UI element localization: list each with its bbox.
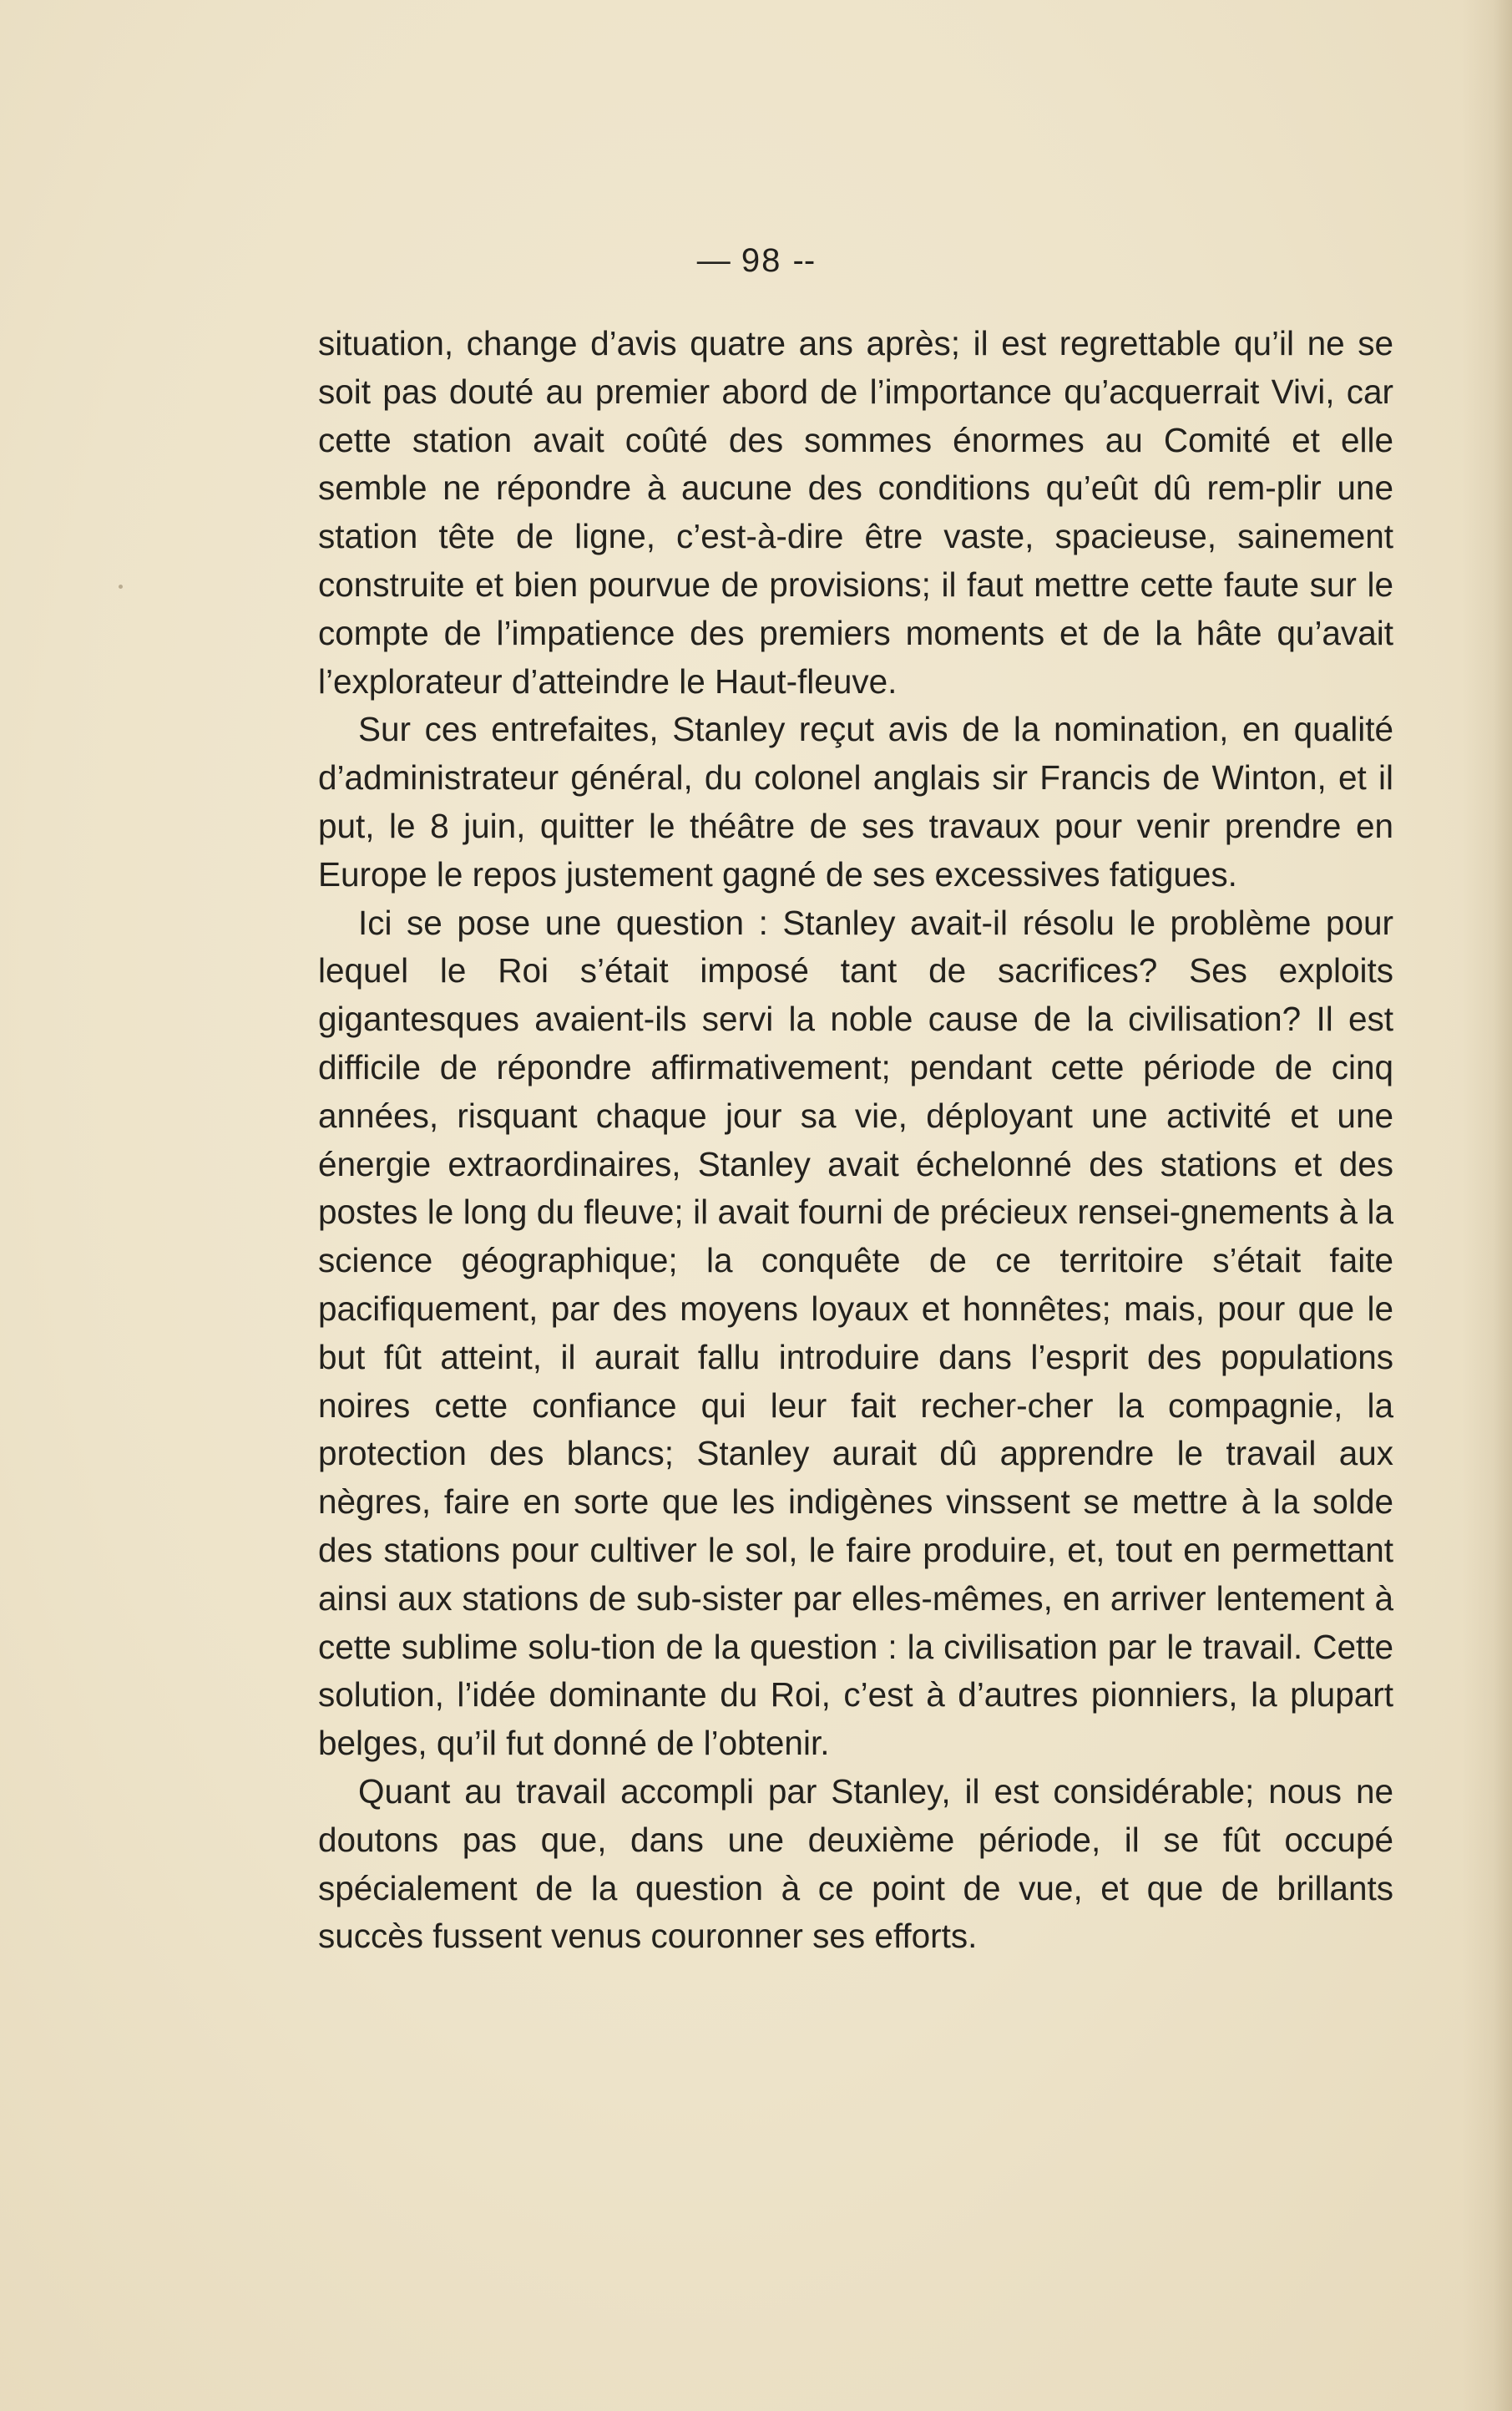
page-number xyxy=(0,242,1512,280)
page-number-suffix: -- xyxy=(792,242,816,279)
body-text xyxy=(318,320,1393,1961)
page-number-prefix: — xyxy=(696,242,731,279)
page-number-value: 98 xyxy=(741,242,782,279)
paragraph-1: situation, change d’avis quatre ans après; il est regrettable qu’il ne se soit pas douté au premier abord de l’importance qu’acquerrait Vivi, car cette station avait coûté des sommes énormes au Comité et elle semble ne répondre à aucune des conditions qu’eût dû rem-plir une station tête de ligne, c’est-à-dire être vaste, spacieuse, sainement construite et bien pourvue de provisions; il faut mettre cette faute sur le compte de l’impatience des premiers moments et de la hâte qu’avait l’explorateur d’atteindre le Haut-fleuve. xyxy=(318,324,1393,701)
paragraph-2: Sur ces entrefaites, Stanley reçut avis de la nomination, en qualité d’administrateur général, du colonel anglais sir Francis de Winton, et il put, le 8 juin, quitter le théâtre de ses travaux pour venir prendre en Europe le repos justement gagné de ses excessives fatigues. xyxy=(318,710,1393,894)
paragraph-3: Ici se pose une question : Stanley avait-il résolu le problème pour lequel le Roi s’était imposé tant de sacrifices? Ses exploits gigantesques avaient-ils servi la noble cause de la civilisation? Il est difficile de répondre affirmativement; pendant cette période de cinq années, risquant chaque jour sa vie, déployant une activité et une énergie extraordinaires, Stanley avait échelonné des stations et des postes le long du fleuve; il avait fourni de précieux rensei-gnements à la science géographique; la conquête de ce territoire s’était faite pacifiquement, par des moyens loyaux et honnêtes; mais, pour que le but fût atteint, il aurait fallu introduire dans l’esprit des populations noires cette confiance qui leur fait recher-cher la compagnie, la protection des blancs; Stanley aurait dû apprendre le travail aux nègres, faire en sorte que les indigènes vinssent se mettre à la solde des stations pour cultiver le sol, le faire produire, et, tout en permettant ainsi aux stations de sub-sister par elles-mêmes, en arriver lentement à cette sublime solu-tion de la question : la civilisation par le travail. Cette solution, l’idée dominante du Roi, c’est à d’autres pionniers, la plupart belges, qu’il fut donné de l’obtenir. xyxy=(318,903,1393,1763)
paper-speck xyxy=(119,585,123,589)
paragraph-4: Quant au travail accompli par Stanley, il est considérable; nous ne doutons pas que, dans une deuxième période, il se fût occupé spécialement de la question à ce point de vue, et que de brillants succès fussent venus couronner ses efforts. xyxy=(318,1771,1393,1956)
